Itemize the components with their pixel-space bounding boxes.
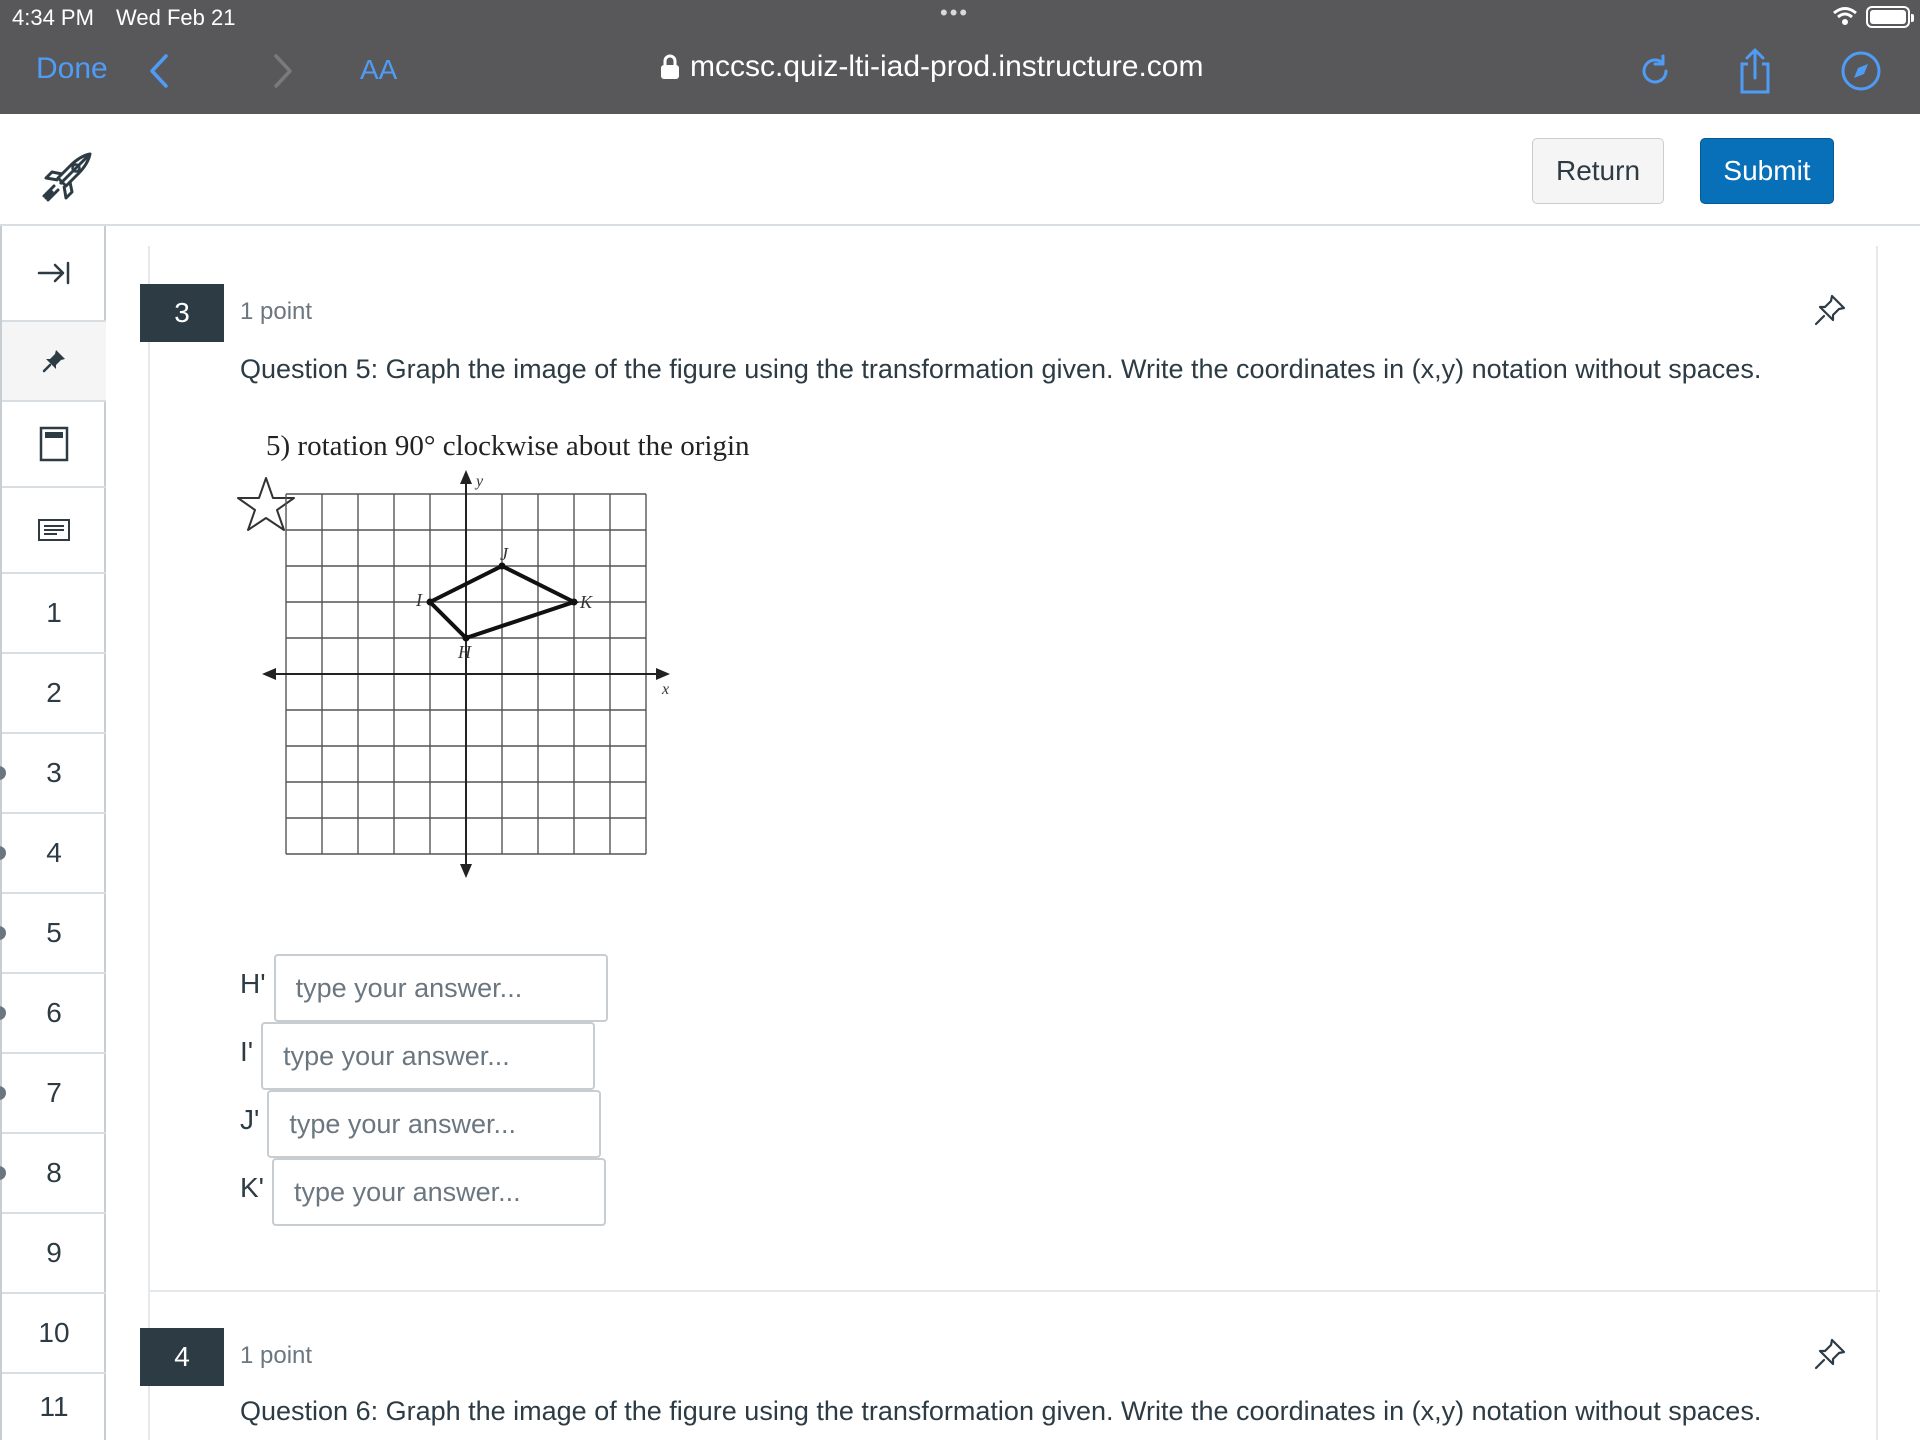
submit-button[interactable]: Submit bbox=[1700, 138, 1834, 204]
question-points: 1 point bbox=[240, 298, 313, 325]
vertex-h bbox=[463, 635, 470, 642]
reload-icon[interactable] bbox=[1630, 46, 1680, 96]
pin-icon bbox=[41, 348, 67, 374]
rail-question-8[interactable] bbox=[2, 1134, 106, 1214]
notes-button[interactable] bbox=[2, 488, 106, 574]
rail-question-9[interactable] bbox=[2, 1214, 106, 1294]
quiz-header bbox=[0, 114, 1920, 226]
rail-question-3[interactable] bbox=[2, 734, 106, 814]
status-bar bbox=[0, 0, 1920, 36]
question-navigation-rail bbox=[0, 226, 106, 1440]
share-icon[interactable] bbox=[1730, 46, 1780, 96]
answer-label: K' bbox=[240, 1172, 265, 1203]
question-number: 3 bbox=[140, 284, 224, 342]
answer-row-i bbox=[240, 1022, 595, 1090]
multitask-dots[interactable]: ••• bbox=[940, 0, 970, 25]
rail-question-label: 4 bbox=[46, 837, 62, 868]
y-axis-label: y bbox=[476, 473, 484, 490]
vertex-label-j: J bbox=[500, 544, 508, 564]
collapse-rail-button[interactable] bbox=[2, 226, 106, 322]
quiz-content bbox=[148, 246, 1878, 1440]
wifi-icon bbox=[1832, 4, 1858, 28]
answer-row-h bbox=[240, 954, 608, 1022]
pinned-questions-button[interactable] bbox=[2, 322, 106, 402]
battery-icon bbox=[1866, 6, 1910, 28]
status-date: Wed Feb 21 bbox=[116, 5, 236, 30]
rail-question-4[interactable] bbox=[2, 814, 106, 894]
vertex-label-h: H bbox=[458, 642, 471, 662]
answered-marker bbox=[0, 1166, 6, 1180]
answer-label: J' bbox=[240, 1104, 260, 1135]
forward-chevron-icon[interactable] bbox=[262, 48, 302, 94]
back-chevron-icon[interactable] bbox=[140, 48, 180, 94]
address-bar[interactable] bbox=[660, 50, 1203, 84]
y-axis-arrow-down bbox=[460, 864, 472, 878]
url-text: mccsc.quiz-lti-iad-prod.instructure.com bbox=[690, 50, 1204, 83]
answer-row-k bbox=[240, 1158, 606, 1226]
rail-question-label: 3 bbox=[46, 757, 62, 788]
rail-question-label: 10 bbox=[38, 1317, 70, 1348]
answered-marker bbox=[0, 1086, 6, 1100]
calculator-button[interactable] bbox=[2, 402, 106, 488]
vertex-i bbox=[427, 599, 434, 606]
rail-question-5[interactable] bbox=[2, 894, 106, 974]
question-text: Question 6: Graph the image of the figure using the transformation given. Write the coordinates in (x,y) notation without spaces. bbox=[240, 1396, 1762, 1426]
return-button[interactable]: Return bbox=[1532, 138, 1664, 204]
rail-question-6[interactable] bbox=[2, 974, 106, 1054]
x-axis-arrow-left bbox=[262, 668, 276, 680]
answer-input-k[interactable] bbox=[272, 1158, 606, 1226]
rail-question-label: 6 bbox=[46, 997, 62, 1028]
rail-question-label: 11 bbox=[39, 1391, 69, 1422]
rail-question-11[interactable] bbox=[2, 1374, 106, 1440]
browser-toolbar bbox=[0, 36, 1920, 114]
rail-question-2[interactable] bbox=[2, 654, 106, 734]
rail-question-label: 9 bbox=[46, 1237, 62, 1268]
pin-question-icon[interactable] bbox=[1812, 292, 1848, 328]
rail-question-label: 5 bbox=[46, 917, 62, 948]
status-time: 4:34 PM bbox=[12, 5, 94, 30]
rail-question-1[interactable] bbox=[2, 574, 106, 654]
answer-label: H' bbox=[240, 968, 266, 999]
graph-axes bbox=[262, 470, 670, 878]
rail-question-label: 8 bbox=[46, 1157, 62, 1188]
lock-icon bbox=[660, 54, 680, 80]
answered-marker bbox=[0, 846, 6, 860]
problem-statement: 5) rotation 90° clockwise about the origin bbox=[266, 430, 750, 462]
rocket-icon bbox=[40, 150, 94, 204]
answered-marker bbox=[0, 766, 6, 780]
answer-input-j[interactable] bbox=[267, 1090, 601, 1158]
question-card bbox=[150, 1292, 1880, 1440]
rail-question-7[interactable] bbox=[2, 1054, 106, 1134]
pin-question-icon[interactable] bbox=[1812, 1336, 1848, 1372]
calculator-icon bbox=[39, 426, 69, 462]
vertex-label-i: I bbox=[416, 590, 422, 610]
answered-marker bbox=[0, 1006, 6, 1020]
question-text: Question 5: Graph the image of the figure using the transformation given. Write the coordinates in (x,y) notation without spaces. bbox=[240, 354, 1762, 384]
text-size-button[interactable]: AA bbox=[360, 54, 398, 85]
rail-question-10[interactable] bbox=[2, 1294, 106, 1374]
coordinate-graph bbox=[234, 470, 734, 890]
x-axis-arrow-right bbox=[656, 668, 670, 680]
answered-marker bbox=[0, 926, 6, 940]
x-axis-label: x bbox=[662, 681, 670, 698]
vertex-k bbox=[571, 599, 578, 606]
answer-label: I' bbox=[240, 1036, 254, 1067]
question-number: 4 bbox=[140, 1328, 224, 1386]
rail-question-label: 2 bbox=[46, 677, 62, 708]
question-points: 1 point bbox=[240, 1342, 313, 1369]
rail-question-label: 7 bbox=[46, 1077, 62, 1108]
notes-icon bbox=[37, 517, 71, 543]
answer-row-j bbox=[240, 1090, 601, 1158]
y-axis-arrow-up bbox=[460, 470, 472, 484]
question-card bbox=[150, 246, 1880, 1292]
answer-input-h[interactable] bbox=[274, 954, 608, 1022]
vertex-label-k: K bbox=[580, 592, 593, 612]
collapse-arrow-icon bbox=[37, 261, 71, 285]
rail-question-label: 1 bbox=[46, 597, 62, 628]
compass-icon[interactable] bbox=[1836, 46, 1886, 96]
answer-input-i[interactable] bbox=[261, 1022, 595, 1090]
done-button[interactable]: Done bbox=[36, 52, 108, 85]
